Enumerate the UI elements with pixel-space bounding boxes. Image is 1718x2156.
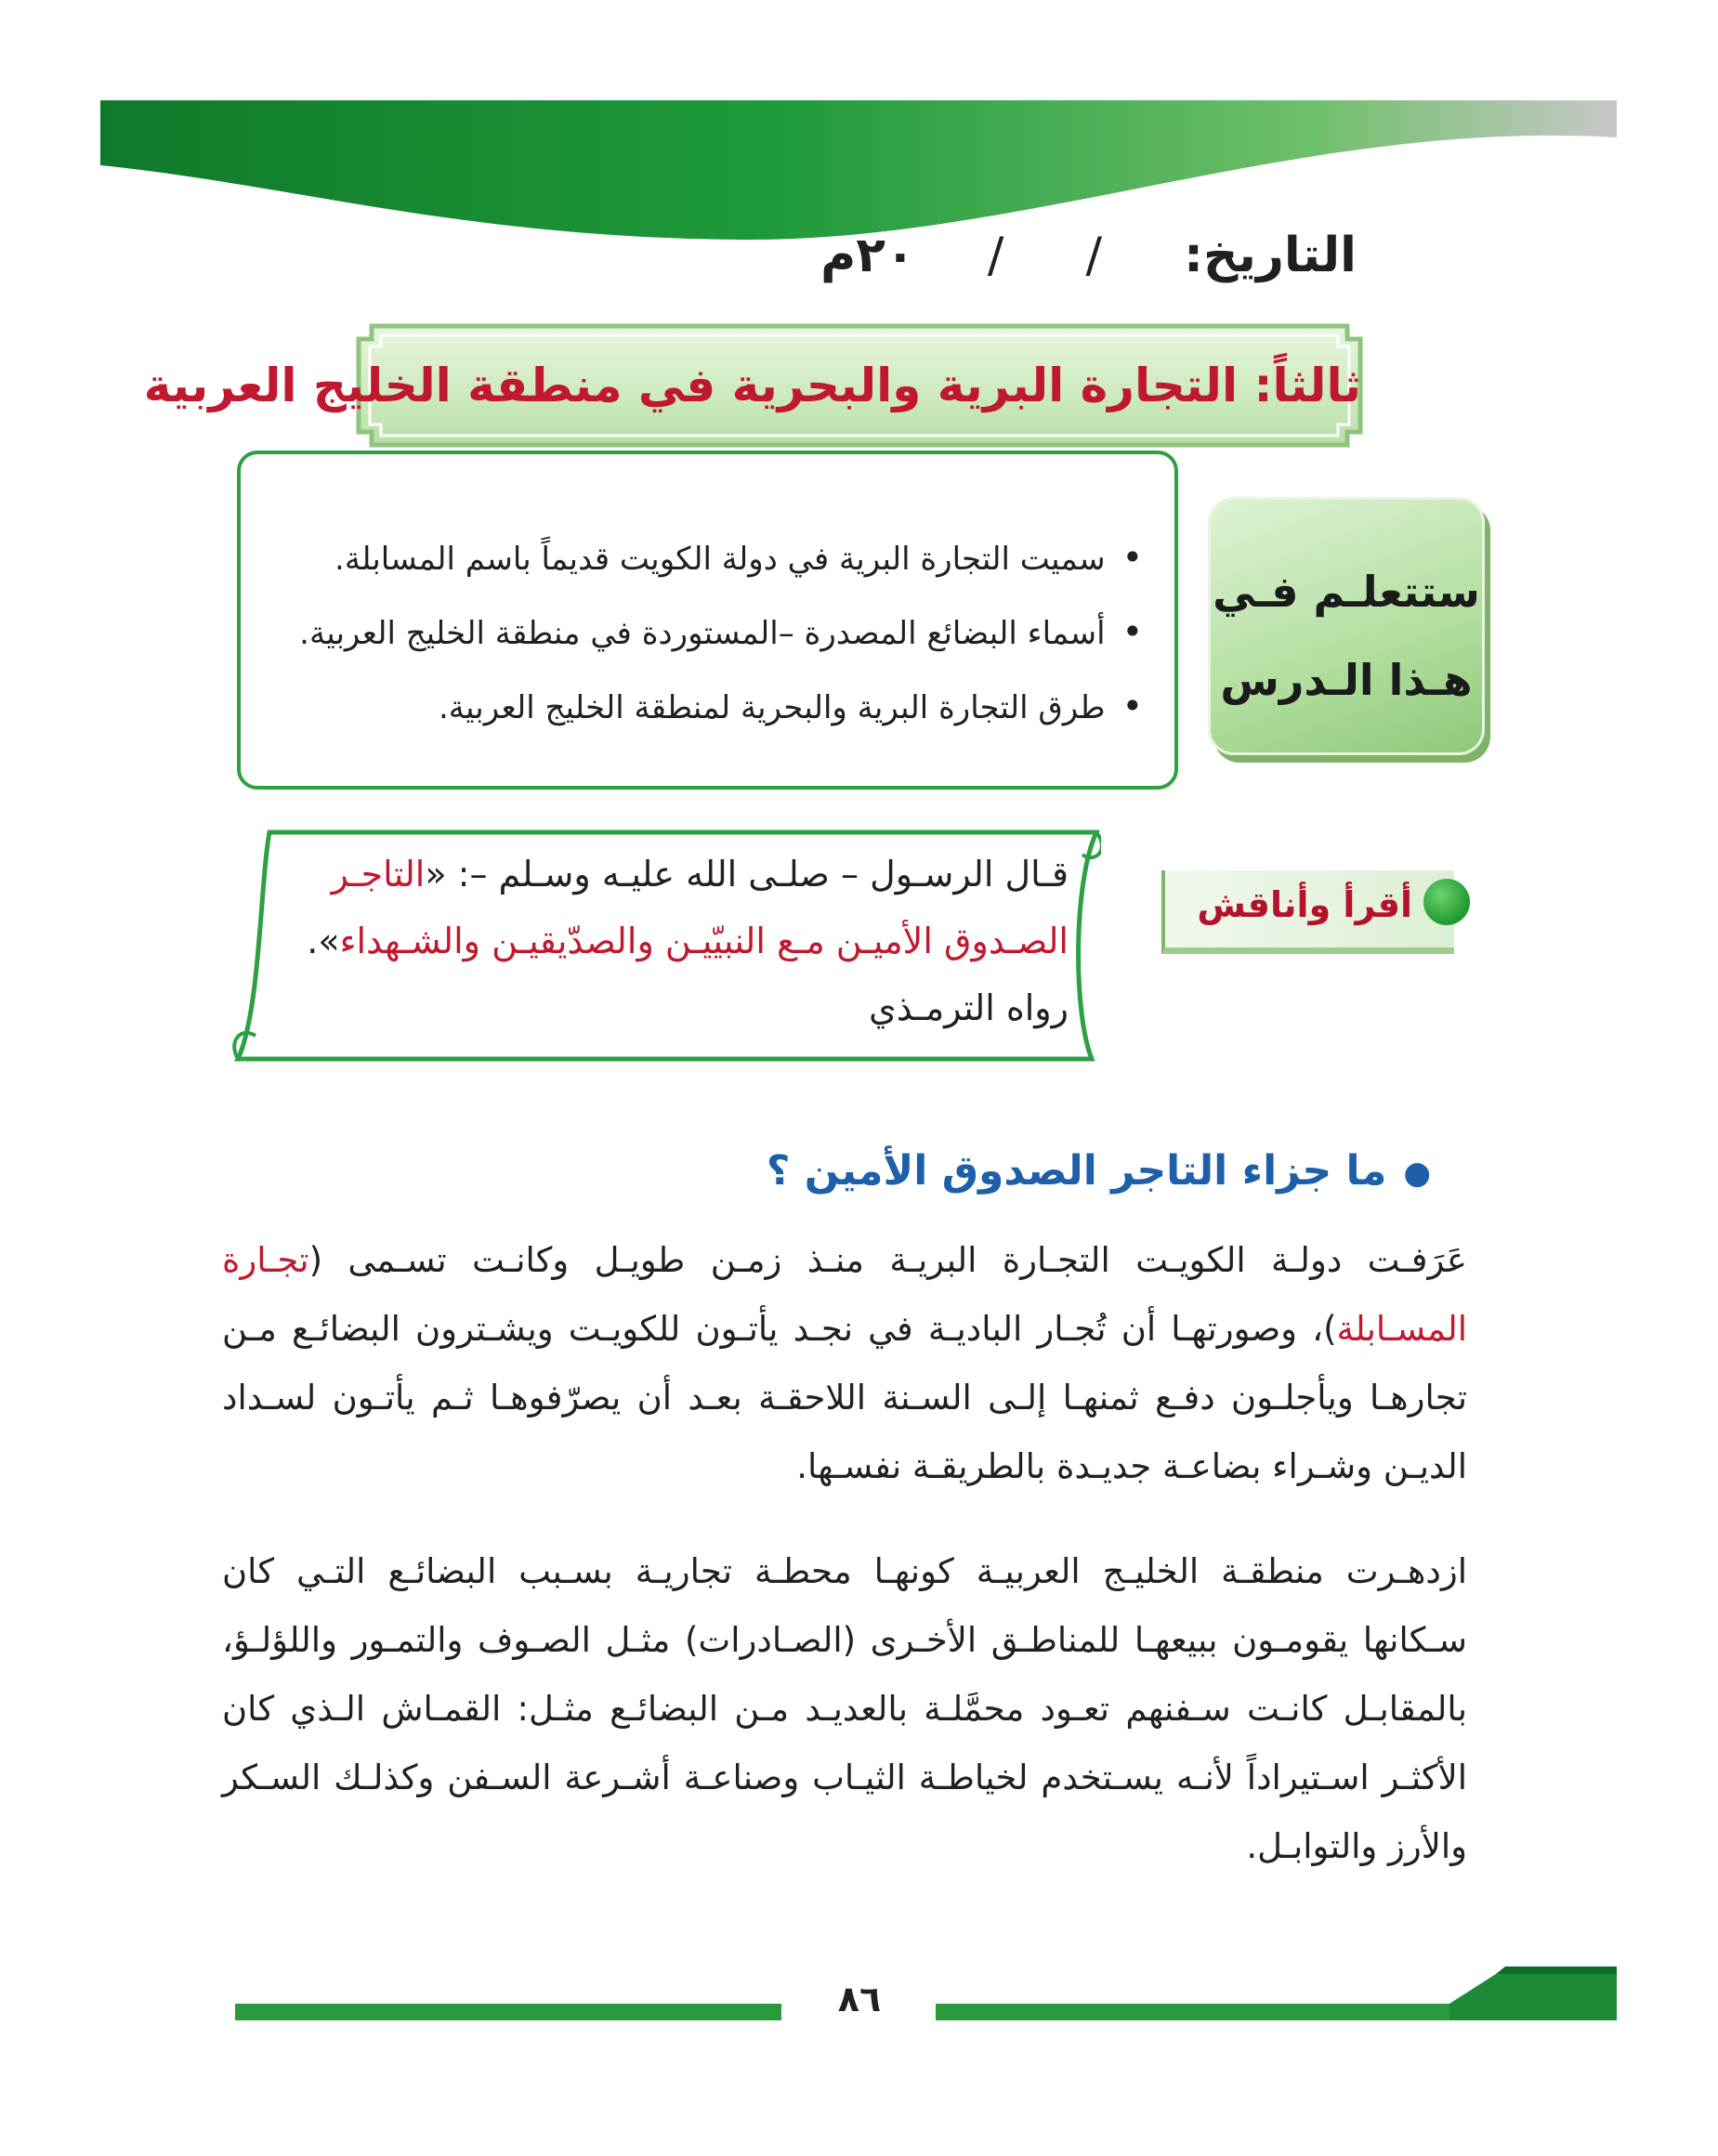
paragraph-1-start: عَرَفـت دولـة الكويـت التجـارة البريـة منـذ زمـن طويـل وكانـت تسـمى ( — [308, 1240, 1467, 1280]
objective-item: • أسماء البضائع المصدرة –المستوردة في منطقة الخليج العربية. — [279, 595, 1143, 669]
paragraph-1-highlight: تجـارة المسـابلة — [222, 1240, 1467, 1349]
date-year: ٢٠م — [820, 228, 915, 283]
green-dot-icon — [1423, 879, 1470, 925]
date-slash-2: / — [987, 228, 1004, 283]
hadith-intro: قـال الرسـول – صلـى الله عليـه وسـلم –: « — [425, 854, 1069, 895]
learn-badge-line1: ستتعلـم فـي — [1213, 567, 1480, 617]
header-wave-decoration — [100, 100, 1617, 249]
paragraph-1-rest: )، وصورتهـا أن تُجـار الباديـة في نجـد يأتـون للكويـت ويشـترون البضائـع مـن تجارهـا ويأجلـون دفـع ثمنهـا إلـى السـنة اللاحقـة بعـد أن يصرّفوهـا ثـم يأتـون لسـداد الديـن وشـراء بضاعـة جديـدة بالطريقـة نفسـها. — [222, 1309, 1467, 1486]
objectives-list — [279, 520, 1143, 743]
date-slash-1: / — [1085, 228, 1103, 283]
hadith-quote: التاجـر الصـدوق الأميـن مـع النبيّيـن والصدّيقيـن والشـهداء — [331, 854, 1069, 961]
hadith-text — [297, 841, 1069, 1041]
learn-badge-line2: هـذا الـدرس — [1220, 655, 1473, 705]
objective-item: • طرق التجارة البرية والبحرية لمنطقة الخليج العربية. — [279, 669, 1143, 743]
lesson-title: ثالثاً: التجارة البرية والبحرية في منطقة الخليج العربية — [143, 359, 1361, 412]
page-number: ٨٦ — [837, 1979, 882, 2019]
date-line — [820, 228, 1357, 302]
date-label: التاريخ: — [1184, 228, 1357, 283]
hadith-close: ». — [307, 921, 340, 961]
footer-bar-left — [235, 2004, 781, 2020]
question-heading: ● ما جزاء التاجر الصدوق الأمين ؟ — [892, 1147, 1431, 1195]
footer-bar-right — [936, 2004, 1533, 2020]
learn-badge — [1208, 497, 1485, 755]
footer-corner-decoration — [1449, 1967, 1617, 2020]
read-discuss-label: أقرأ وأناقش — [1197, 884, 1412, 925]
paragraph-2: ازدهـرت منطقـة الخليـج العربيـة كونهـا محطـة تجاريـة بسـبب البضائـع التـي كان سـكانها يقومـون ببيعهـا للمناطـق الأخـرى (الصـادرات) مثـل الصـوف والتمـور واللؤلـؤ، بالمقابـل كانـت سـفنهم تعـود محمَّلـة بالعديـد مـن البضائـع مثـل: القمـاش الـذي كان الأكثـر اسـتيراداً لأنـه يسـتخدم لخياطـة الثيـاب وصناعـة أشـرعة السـفن وكذلـك السـكر والأرز والتوابـل. — [222, 1551, 1467, 1866]
paragraph-1 — [222, 1226, 1467, 1501]
hadith-narrator: رواه الترمـذي — [869, 987, 1069, 1028]
objective-item: • سميت التجارة البرية في دولة الكويت قديماً باسم المسابلة. — [279, 520, 1143, 595]
